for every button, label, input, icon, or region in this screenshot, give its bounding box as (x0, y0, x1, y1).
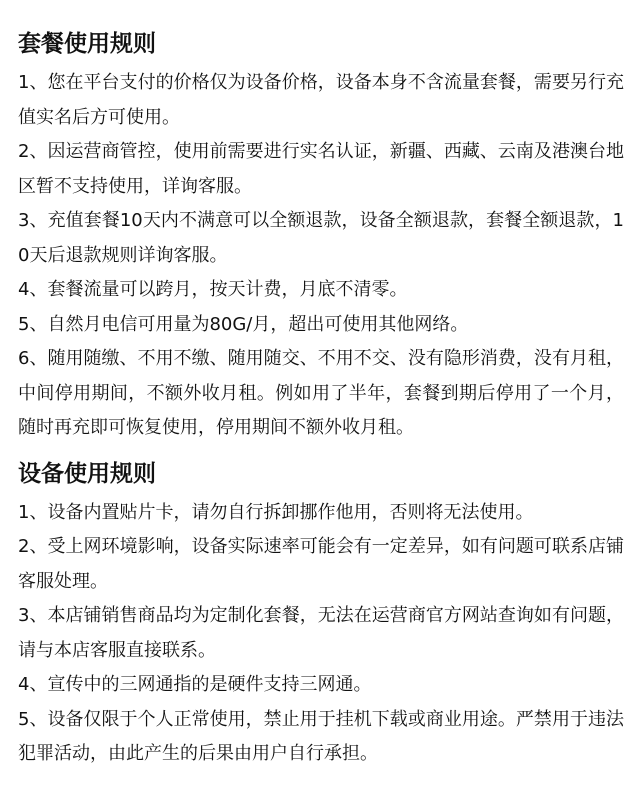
device-rule-2: 2、受上网环境影响，设备实际速率可能会有一定差异，如有问题可联系店铺客服处理。 (18, 536, 624, 592)
section-title-device-rules: 设备使用规则 (18, 460, 156, 487)
package-rule-6: 6、随用随缴、不用不缴、随用随交、不用不交、没有隐形消费，没有月租，中间停用期间，不额外收月租。例如用了半年，套餐到期后停用了一个月，随时再充即可恢复使用，停用期间不额外收月租。 (18, 348, 624, 438)
package-rules-section (18, 28, 624, 446)
device-rule-4: 4、宣传中的三网通指的是硬件支持三网通。 (18, 674, 372, 695)
package-rule-2: 2、因运营商管控，使用前需要进行实名认证，新疆、西藏、云南及港澳台地区暂不支持使用，详询客服。 (18, 141, 624, 197)
device-rule-3: 3、本店铺销售商品均为定制化套餐，无法在运营商官方网站查询如有问题，请与本店客服直接联系。 (18, 605, 624, 661)
package-rule-5: 5、自然月电信可用量为80G/月，超出可使用其他网络。 (18, 313, 469, 335)
device-rules-section (18, 458, 624, 772)
device-rule-5: 5、设备仅限于个人正常使用，禁止用于挂机下载或商业用途。严禁用于违法犯罪活动，由此产生的后果由用户自行承担。 (18, 708, 624, 764)
package-rule-1: 1、您在平台支付的价格仅为设备价格，设备本身不含流量套餐，需要另行充值实名后方可使用。 (18, 72, 624, 128)
package-rule-4: 4、套餐流量可以跨月，按天计费，月底不清零。 (18, 279, 408, 300)
section-title-package-rules: 套餐使用规则 (18, 31, 156, 57)
package-rule-3: 3、充值套餐10天内不满意可以全额退款，设备全额退款，套餐全额退款，10天后退款规则详询客服。 (18, 210, 624, 266)
device-rule-1: 1、设备内置贴片卡，请勿自行拆卸挪作他用，否则将无法使用。 (18, 501, 534, 523)
